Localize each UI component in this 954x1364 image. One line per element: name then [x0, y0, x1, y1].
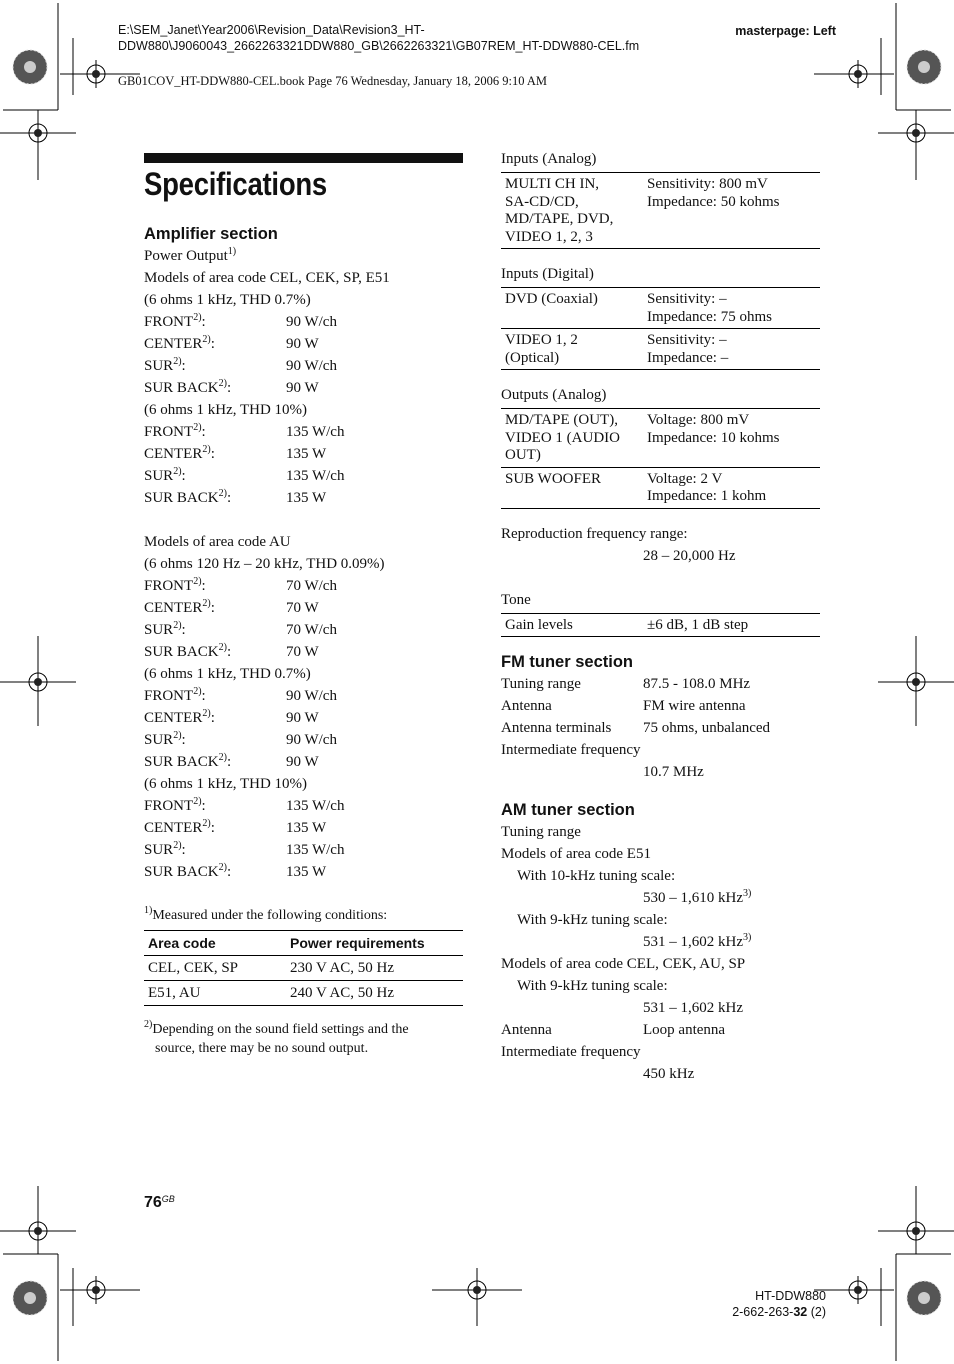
footnote-1-text: Measured under the following conditions:: [152, 908, 388, 923]
spec-text: (6 ohms 1 kHz, THD 0.7%): [144, 292, 311, 308]
spec-text: Models of area code AU: [144, 534, 291, 550]
table-header-area-code: Area code: [144, 931, 286, 956]
am-label: Intermediate frequency: [501, 1044, 641, 1060]
spec-line: [144, 663, 464, 685]
spec-text: Models of area code CEL, CEK, SP, E51: [144, 270, 390, 286]
footnote-ref: 2): [218, 752, 227, 763]
am-line: [501, 1019, 821, 1041]
spec-label: CENTER: [144, 820, 203, 836]
footnote-2-mark: 2): [144, 1019, 153, 1030]
table-cell: [501, 288, 643, 329]
spec-value: 70 W/ch: [286, 622, 337, 638]
footnote-ref: 2): [218, 642, 227, 653]
spec-label: FRONT: [144, 688, 194, 704]
footnote-ref: 2): [218, 488, 227, 499]
fm-line: [501, 717, 821, 739]
book-info: GB01COV_HT-DDW880-CEL.book Page 76 Wednesday, January 18, 2006 9:10 AM: [118, 74, 548, 88]
footnote-ref: 2): [193, 686, 202, 697]
spec-value: 90 W/ch: [286, 314, 337, 330]
spec-colon: :: [181, 842, 186, 858]
tone-table: [501, 613, 820, 638]
amplifier-groups: [144, 267, 464, 883]
table-row: [501, 613, 820, 637]
spec-line: [144, 729, 464, 751]
fm-label: Intermediate frequency: [501, 742, 641, 758]
am-line: [501, 953, 821, 975]
table-cell: [643, 467, 820, 508]
footnote-ref: 1): [227, 246, 237, 257]
table-cell: [501, 173, 643, 249]
am-lines: [501, 821, 821, 1085]
model-name: HT-DDW880: [755, 1289, 826, 1303]
left-column: [144, 223, 464, 1058]
am-label: Antenna: [501, 1022, 552, 1038]
spec-line: [144, 553, 464, 575]
spec-value: 90 W: [286, 710, 319, 726]
spec-label: SUR: [144, 358, 174, 374]
table-cell: [643, 173, 820, 249]
fm-line: [501, 673, 821, 695]
spec-line: [144, 685, 464, 707]
cell-line: Gain levels: [505, 616, 573, 633]
spec-line: [144, 289, 464, 311]
cell-line: Impedance: 1 kohm: [647, 488, 767, 504]
table-cell: 240 V AC, 50 Hz: [286, 981, 463, 1006]
am-label: With 9-kHz tuning scale:: [517, 912, 668, 928]
footnote-1: [144, 905, 464, 927]
spec-line: [144, 267, 464, 289]
table-header-power: Power requirements: [286, 931, 463, 956]
cell-line: Voltage: 2 V: [647, 470, 723, 487]
am-value: [643, 931, 751, 953]
spec-line: [144, 333, 464, 355]
cell-line: MD/TAPE (OUT),: [505, 412, 618, 428]
table-cell: [643, 613, 820, 637]
table-row: [501, 409, 820, 468]
am-line: [501, 887, 821, 909]
am-heading: AM tuner section: [501, 801, 635, 819]
spec-text: (6 ohms 1 kHz, THD 0.7%): [144, 666, 311, 682]
fm-value: FM wire antenna: [643, 698, 746, 714]
fm-line: [501, 761, 821, 783]
am-value-text: 531 – 1,602 kHz: [643, 1000, 743, 1016]
footnote-ref: 2): [202, 598, 211, 609]
spec-label: SUR BACK: [144, 380, 219, 396]
footnote-ref: 2): [173, 730, 182, 741]
fm-line: [501, 739, 821, 761]
am-line: [501, 997, 821, 1019]
model-code-prefix: 2-662-263-: [732, 1305, 794, 1319]
spec-colon: :: [210, 710, 215, 726]
spec-label: SUR BACK: [144, 490, 219, 506]
footnote-1-mark: 1): [144, 905, 153, 916]
masterpage-label: masterpage: Left: [735, 24, 836, 38]
spec-line: [144, 377, 464, 399]
table-row: [144, 981, 463, 1006]
spec-value: 135 W: [286, 864, 327, 880]
outputs-analog-table: [501, 408, 820, 509]
fm-label: Antenna terminals: [501, 720, 612, 736]
inputs-digital-table: [501, 287, 820, 370]
spec-label: CENTER: [144, 446, 203, 462]
fm-line: [501, 695, 821, 717]
spec-colon: :: [226, 864, 232, 880]
spec-label: CENTER: [144, 600, 203, 616]
spec-line: [144, 641, 464, 663]
spec-colon: :: [201, 798, 206, 814]
footnote-2-line-2: source, there may be no sound output.: [155, 1041, 369, 1056]
fm-value: 75 ohms, unbalanced: [643, 720, 771, 736]
spec-label: CENTER: [144, 336, 203, 352]
file-path-line-1: E:\SEM_Janet\Year2006\Revision_Data\Revision3_HT-: [118, 23, 425, 37]
cell-line: DVD (Coaxial): [505, 291, 598, 307]
amplifier-heading: Amplifier section: [144, 225, 278, 243]
footnote-ref: 2): [193, 312, 202, 323]
spec-value: 90 W: [286, 754, 319, 770]
am-value: [643, 1019, 725, 1041]
spec-value: 70 W: [286, 644, 319, 660]
footnote-ref: 2): [193, 576, 202, 587]
cell-line: OUT): [505, 447, 541, 463]
spec-label: SUR BACK: [144, 644, 219, 660]
cell-line: (Optical): [505, 349, 560, 366]
cell-line: MULTI CH IN,: [505, 176, 600, 192]
am-value: [643, 887, 751, 909]
model-code: [732, 1304, 826, 1320]
table-cell: [501, 613, 643, 637]
table-cell: 230 V AC, 50 Hz: [286, 956, 463, 981]
spec-line: [144, 817, 464, 839]
spec-colon: :: [226, 490, 232, 506]
spec-value: 135 W: [286, 446, 327, 462]
spec-value: 70 W/ch: [286, 578, 337, 594]
freq-range-value-line: [501, 545, 821, 567]
power-requirements-table: [144, 930, 463, 1006]
cell-line: ±6 dB, 1 dB step: [647, 616, 749, 633]
table-row: [501, 288, 820, 329]
am-line: [501, 975, 821, 997]
spec-value: 135 W/ch: [286, 798, 345, 814]
spec-label: SUR: [144, 732, 174, 748]
model-code-bold: 32: [793, 1305, 808, 1319]
table-row: [501, 467, 820, 508]
table-cell: [643, 288, 820, 329]
am-label: Models of area code CEL, CEK, AU, SP: [501, 956, 746, 972]
am-line: [501, 821, 821, 843]
table-cell: [643, 409, 820, 468]
spec-text: (6 ohms 1 kHz, THD 10%): [144, 776, 308, 792]
spec-colon: :: [181, 468, 186, 484]
file-path-line-2: DDW880\J9060043_2662263321DDW880_GB\2662263321\GB07REM_HT-DDW880-CEL.fm: [118, 39, 640, 53]
spec-label: FRONT: [144, 798, 194, 814]
table-row: [144, 956, 463, 981]
table-cell: [643, 329, 820, 370]
spec-colon: :: [201, 314, 206, 330]
footnote-ref: 3): [743, 932, 752, 943]
table-cell: [501, 329, 643, 370]
spec-text: (6 ohms 1 kHz, THD 10%): [144, 402, 308, 418]
fm-lines: [501, 673, 821, 783]
am-line: [501, 931, 821, 953]
spec-value: 135 W/ch: [286, 424, 345, 440]
cell-line: Sensitivity: –: [647, 291, 727, 307]
fm-value: 10.7 MHz: [643, 764, 704, 780]
table-cell: [501, 467, 643, 508]
cell-line: Impedance: 10 kohms: [647, 429, 780, 446]
tone-caption: Tone: [501, 591, 531, 608]
spec-label: FRONT: [144, 578, 194, 594]
spec-value: 70 W: [286, 600, 319, 616]
spec-colon: :: [226, 754, 232, 770]
spec-label: SUR BACK: [144, 754, 219, 770]
spec-colon: :: [181, 732, 186, 748]
am-label: With 10-kHz tuning scale:: [517, 868, 676, 884]
spec-value: 135 W/ch: [286, 842, 345, 858]
spec-line: [144, 773, 464, 795]
footnote-ref: 2): [202, 334, 211, 345]
spec-label: CENTER: [144, 710, 203, 726]
spec-line: [144, 839, 464, 861]
spec-label: SUR: [144, 842, 174, 858]
cell-line: Sensitivity: –: [647, 332, 727, 348]
file-path: [118, 22, 698, 54]
cell-line: SUB WOOFER: [505, 470, 601, 487]
footnote-ref: 2): [218, 862, 227, 873]
spec-colon: :: [210, 820, 215, 836]
table-row: [501, 173, 820, 249]
table-cell: E51, AU: [144, 981, 286, 1006]
spec-line: [144, 795, 464, 817]
spec-line: [144, 487, 464, 509]
spec-colon: :: [201, 578, 206, 594]
inputs-analog-table: [501, 172, 820, 249]
am-label: With 9-kHz tuning scale:: [517, 978, 668, 994]
footnote-ref: 2): [173, 620, 182, 631]
am-label: Tuning range: [501, 824, 581, 840]
cell-line: VIDEO 1 (AUDIO: [505, 429, 620, 446]
spec-line: [144, 597, 464, 619]
am-line: [501, 909, 821, 931]
spec-colon: :: [201, 688, 206, 704]
group-gap: [144, 509, 464, 531]
spec-line: [144, 861, 464, 883]
spec-line: [144, 751, 464, 773]
model-code-suffix: (2): [807, 1305, 826, 1319]
spec-line: [144, 355, 464, 377]
spec-value: 90 W: [286, 336, 319, 352]
spec-colon: :: [181, 358, 186, 374]
spec-colon: :: [226, 380, 232, 396]
footnote-ref: 2): [202, 818, 211, 829]
power-output-label: [144, 245, 464, 267]
spec-line: [144, 311, 464, 333]
spec-line: [144, 421, 464, 443]
cell-line: Impedance: 50 kohms: [647, 193, 780, 210]
fm-label: Tuning range: [501, 676, 581, 692]
cell-line: SA-CD/CD,: [505, 193, 579, 210]
spec-value: 90 W: [286, 380, 319, 396]
footnote-2: [144, 1020, 464, 1058]
spec-line: [144, 531, 464, 553]
title-bar: [144, 153, 463, 163]
table-cell: CEL, CEK, SP: [144, 956, 286, 981]
am-value-text: 531 – 1,602 kHz: [643, 934, 743, 950]
spec-label: FRONT: [144, 314, 194, 330]
am-line: [501, 1063, 821, 1085]
cell-line: Voltage: 800 mV: [647, 412, 750, 428]
footnote-ref: 2): [173, 466, 182, 477]
spec-value: 90 W/ch: [286, 358, 337, 374]
page-number-suffix: GB: [161, 1194, 175, 1204]
page-number: [144, 1194, 175, 1212]
footnote-ref: 2): [173, 356, 182, 367]
footnote-ref: 2): [202, 708, 211, 719]
table-cell: [501, 409, 643, 468]
model-info: [732, 1288, 826, 1320]
freq-range-label: Reproduction frequency range:: [501, 525, 688, 542]
spec-label: SUR BACK: [144, 864, 219, 880]
cell-line: Impedance: 75 ohms: [647, 308, 772, 325]
fm-label: Antenna: [501, 698, 552, 714]
spec-colon: :: [201, 424, 206, 440]
cell-line: MD/TAPE, DVD,: [505, 211, 614, 227]
table-row: [501, 329, 820, 370]
fm-value: 87.5 - 108.0 MHz: [643, 676, 751, 692]
spec-colon: :: [210, 446, 215, 462]
spec-colon: :: [226, 644, 232, 660]
am-line: [501, 865, 821, 887]
spec-value: 135 W: [286, 820, 327, 836]
spec-colon: :: [181, 622, 186, 638]
spec-colon: :: [210, 336, 215, 352]
cell-line: VIDEO 1, 2, 3: [505, 228, 593, 245]
spec-label: SUR: [144, 468, 174, 484]
spec-line: [144, 707, 464, 729]
am-value-text: 450 kHz: [643, 1066, 695, 1082]
spec-value: 135 W/ch: [286, 468, 345, 484]
inputs-analog-caption: Inputs (Analog): [501, 151, 597, 167]
spec-line: [144, 465, 464, 487]
inputs-digital-caption: Inputs (Digital): [501, 266, 594, 282]
cell-line: Sensitivity: 800 mV: [647, 176, 768, 192]
right-column: [501, 148, 821, 1085]
footnote-ref: 2): [173, 840, 182, 851]
power-output-text: Power Output: [144, 248, 228, 264]
spec-value: 90 W/ch: [286, 732, 337, 748]
footnote-ref: 2): [193, 796, 202, 807]
spec-value: 135 W: [286, 490, 327, 506]
footnote-ref: 2): [202, 444, 211, 455]
am-value: [643, 1063, 694, 1085]
am-label: Models of area code E51: [501, 846, 651, 862]
footnote-ref: 2): [193, 422, 202, 433]
am-line: [501, 1041, 821, 1063]
spec-line: [144, 619, 464, 641]
spec-text: (6 ohms 120 Hz – 20 kHz, THD 0.09%): [144, 556, 385, 572]
am-value-text: 530 – 1,610 kHz: [643, 890, 743, 906]
am-value-text: Loop antenna: [643, 1022, 726, 1038]
spec-line: [144, 575, 464, 597]
footnote-ref: 2): [218, 378, 227, 389]
spec-line: [144, 443, 464, 465]
fm-heading: FM tuner section: [501, 653, 634, 671]
spec-line: [144, 399, 464, 421]
spec-colon: :: [210, 600, 215, 616]
cell-line: VIDEO 1, 2: [505, 332, 578, 348]
cell-line: Impedance: –: [647, 349, 729, 366]
spec-value: 90 W/ch: [286, 688, 337, 704]
am-value: [643, 997, 743, 1019]
footnote-2-line-1: Depending on the sound field settings and the: [152, 1022, 409, 1037]
spec-label: SUR: [144, 622, 174, 638]
footnote-ref: 3): [743, 888, 752, 899]
am-line: [501, 843, 821, 865]
page-title: Specifications: [144, 166, 327, 202]
spec-label: FRONT: [144, 424, 194, 440]
freq-range-value: 28 – 20,000 Hz: [643, 547, 736, 564]
page-number-value: 76: [144, 1194, 162, 1211]
outputs-analog-caption: Outputs (Analog): [501, 387, 607, 403]
